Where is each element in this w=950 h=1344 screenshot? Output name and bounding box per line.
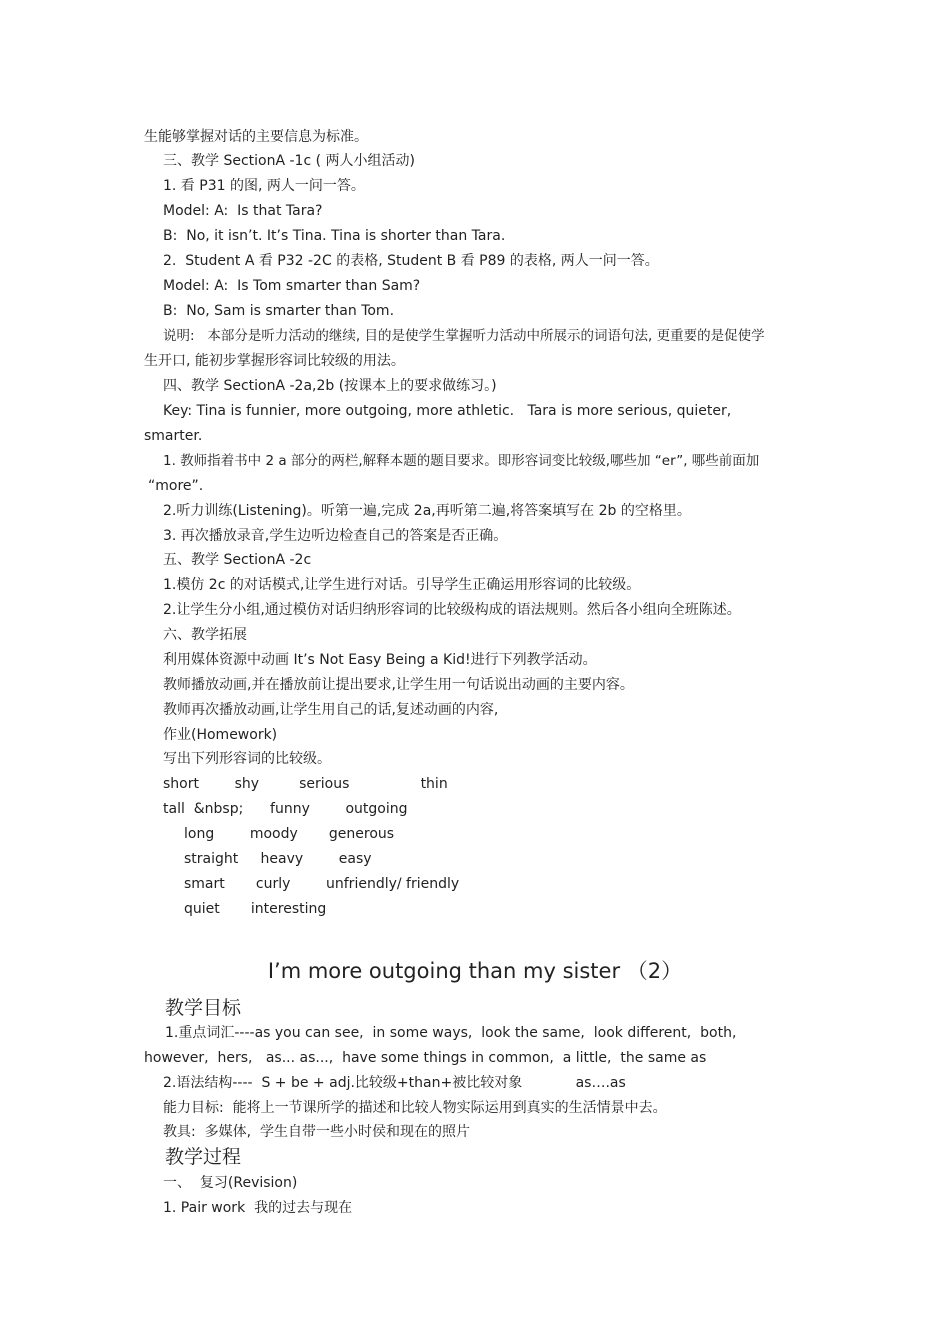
text-line: 一、 复习(Revision) xyxy=(163,1175,298,1191)
text-line: 1. Pair work 我的过去与现在 xyxy=(163,1200,353,1216)
word-list-line: smart curly unfriendly/ friendly xyxy=(184,876,460,892)
text-line: “more”. xyxy=(148,478,204,494)
text-line: 利用媒体资源中动画 It’s Not Easy Being a Kid!进行下列教学活动。 xyxy=(163,652,597,668)
section-heading: 三、教学 SectionA -1c ( 两人小组活动) xyxy=(163,153,415,169)
text-line: 2.语法结构---- S + be + adj.比较级+than+被比较对象 as….as xyxy=(163,1075,626,1091)
text-line: smarter. xyxy=(144,428,203,444)
section-heading: 六、教学拓展 xyxy=(163,627,247,643)
section-heading: 五、教学 SectionA -2c xyxy=(163,552,312,568)
word-list-line: long moody generous xyxy=(184,826,395,842)
text-line: 生开口, 能初步掌握形容词比较级的用法。 xyxy=(144,353,405,369)
text-line: 2.让学生分小组,通过模仿对话归纳形容词的比较级构成的语法规则。然后各小组向全班陈述。 xyxy=(163,602,741,618)
goals-heading: 教学目标 xyxy=(165,997,242,1019)
text-line: Key: Tina is funnier, more outgoing, more athletic. Tara is more serious, quieter, xyxy=(163,403,732,419)
text-line: Model: A: Is Tom smarter than Sam? xyxy=(163,278,421,294)
section-heading: 作业(Homework) xyxy=(163,727,278,743)
process-heading: 教学过程 xyxy=(165,1146,242,1168)
text-line: 3. 再次播放录音,学生边听边检查自己的答案是否正确。 xyxy=(163,528,508,544)
text-line: 生能够掌握对话的主要信息为标准。 xyxy=(144,129,368,145)
word-list-line: quiet interesting xyxy=(184,901,327,917)
word-list-line: short shy serious thin xyxy=(163,776,448,792)
text-line: 教师再次播放动画,让学生用自己的话,复述动画的内容, xyxy=(163,702,499,718)
text-line: 1. 教师指着书中 2 a 部分的两栏,解释本题的题目要求。即形容词变比较级,哪些加 “er”, 哪些前面加 xyxy=(163,453,760,469)
text-line: 教具: 多媒体, 学生自带一些小时侯和现在的照片 xyxy=(163,1124,470,1140)
text-line: 能力目标: 能将上一节课所学的描述和比较人物实际运用到真实的生活情景中去。 xyxy=(163,1100,667,1116)
text-line: 教师播放动画,并在播放前让提出要求,让学生用一句话说出动画的主要内容。 xyxy=(163,677,634,693)
text-line: 1.重点词汇----as you can see, in some ways, look the same, look different, both, xyxy=(165,1025,737,1041)
text-line: Model: A: Is that Tara? xyxy=(163,203,323,219)
word-list-line: tall &nbsp; funny outgoing xyxy=(163,801,408,817)
text-line: 说明: 本部分是听力活动的继续, 目的是使学生掌握听力活动中所展示的词语句法, 更重要的是促使学 xyxy=(163,328,765,344)
word-list-line: straight heavy easy xyxy=(184,851,372,867)
text-line: however, hers, as... as..., have some things in common, a little, the same as xyxy=(144,1050,707,1066)
text-line: 2. Student A 看 P32 -2C 的表格, Student B 看 P89 的表格, 两人一问一答。 xyxy=(163,253,659,269)
text-line: 写出下列形容词的比较级。 xyxy=(163,751,331,767)
section-heading: 四、教学 SectionA -2a,2b (按课本上的要求做练习。) xyxy=(163,378,497,394)
lesson-title: I’m more outgoing than my sister （2） xyxy=(267,959,683,983)
text-line: 1. 看 P31 的图, 两人一问一答。 xyxy=(163,178,365,194)
text-line: B: No, Sam is smarter than Tom. xyxy=(163,303,395,319)
text-line: B: No, it isn’t. It’s Tina. Tina is shorter than Tara. xyxy=(163,228,506,244)
text-line: 1.模仿 2c 的对话模式,让学生进行对话。引导学生正确运用形容词的比较级。 xyxy=(163,577,641,593)
text-line: 2.听力训练(Listening)。听第一遍,完成 2a,再听第二遍,将答案填写在 2b 的空格里。 xyxy=(163,503,691,519)
